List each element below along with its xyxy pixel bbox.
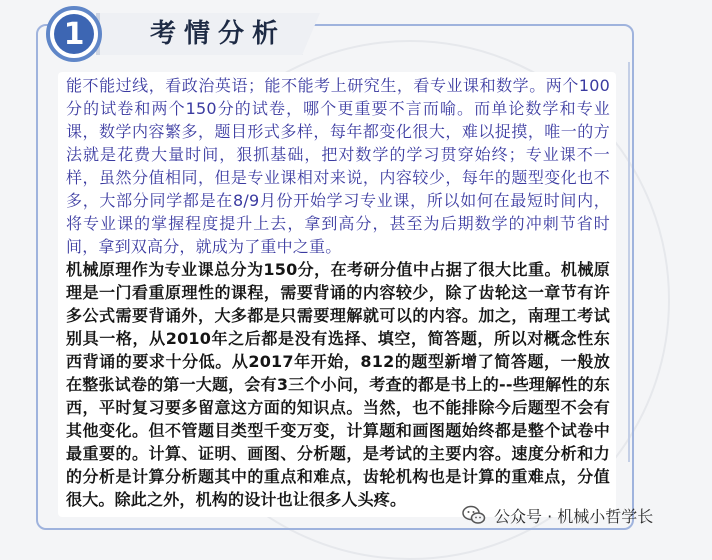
footer-watermark	[462, 503, 653, 527]
paragraph-main: 机械原理作为专业课总分为150分，在考研分值中占据了很大比重。机械原理是一门看重原理性的课程，需要背诵的内容较少，除了齿轮这一章节有许多公式需要背诵外，大多都是只需要理解就可以的内容。加之，南理工考试别具一格，从2010年之后都是没有选择、填空，简答题，所以对概念性东西背诵的要求十分低。从2017年开始，812的题型新增了简答题，一般放在整张试卷的第一大题，会有3三个小问，考查的都是书上的--些理解性的东西，平时复习要多留意这方面的知识点。当然，也不能排除今后题型不会有其他变化。但不管题目类型千变万变，计算题和画图题始终都是整个试卷中最重要的。计算、证明、画图、分析题，是考试的主要内容。速度分析和力的分析是计算分析题其中的重点和难点，齿轮机构也是计算的重难点，分值很大。除此之外，机构的设计也让很多人头疼。	[66, 260, 610, 509]
article-body	[58, 72, 616, 517]
section-number: 1	[54, 14, 94, 54]
footer-account-name: 公众号 · 机械小哲学长	[494, 506, 654, 526]
section-title: 考情分析	[150, 19, 287, 49]
frame-accent-line	[628, 62, 630, 462]
paragraph-intro: 能不能过线，看政治英语；能不能考上研究生，看专业课和数学。两个100分的试卷和两个150分的试卷，哪个更重要不言而喻。而单论数学和专业课，数学内容繁多，题目形式多样，每年都变化很大，难以捉摸，唯一的方法就是花费大量时间，狠抓基础，把对数学的学习贯穿始终；专业课不一样，虽然分值相同，但是专业课相对来说，内容较少，每年的题型变化也不多，大部分同学都是在8/9月份开始学习专业课，所以如何在最短时间内，将专业课的掌握程度提升上去，拿到高分，甚至为后期数学的冲刺节省时间，拿到双高分，就成为了重中之重。	[66, 76, 610, 256]
wechat-icon	[462, 505, 486, 525]
section-number-badge	[46, 6, 102, 62]
